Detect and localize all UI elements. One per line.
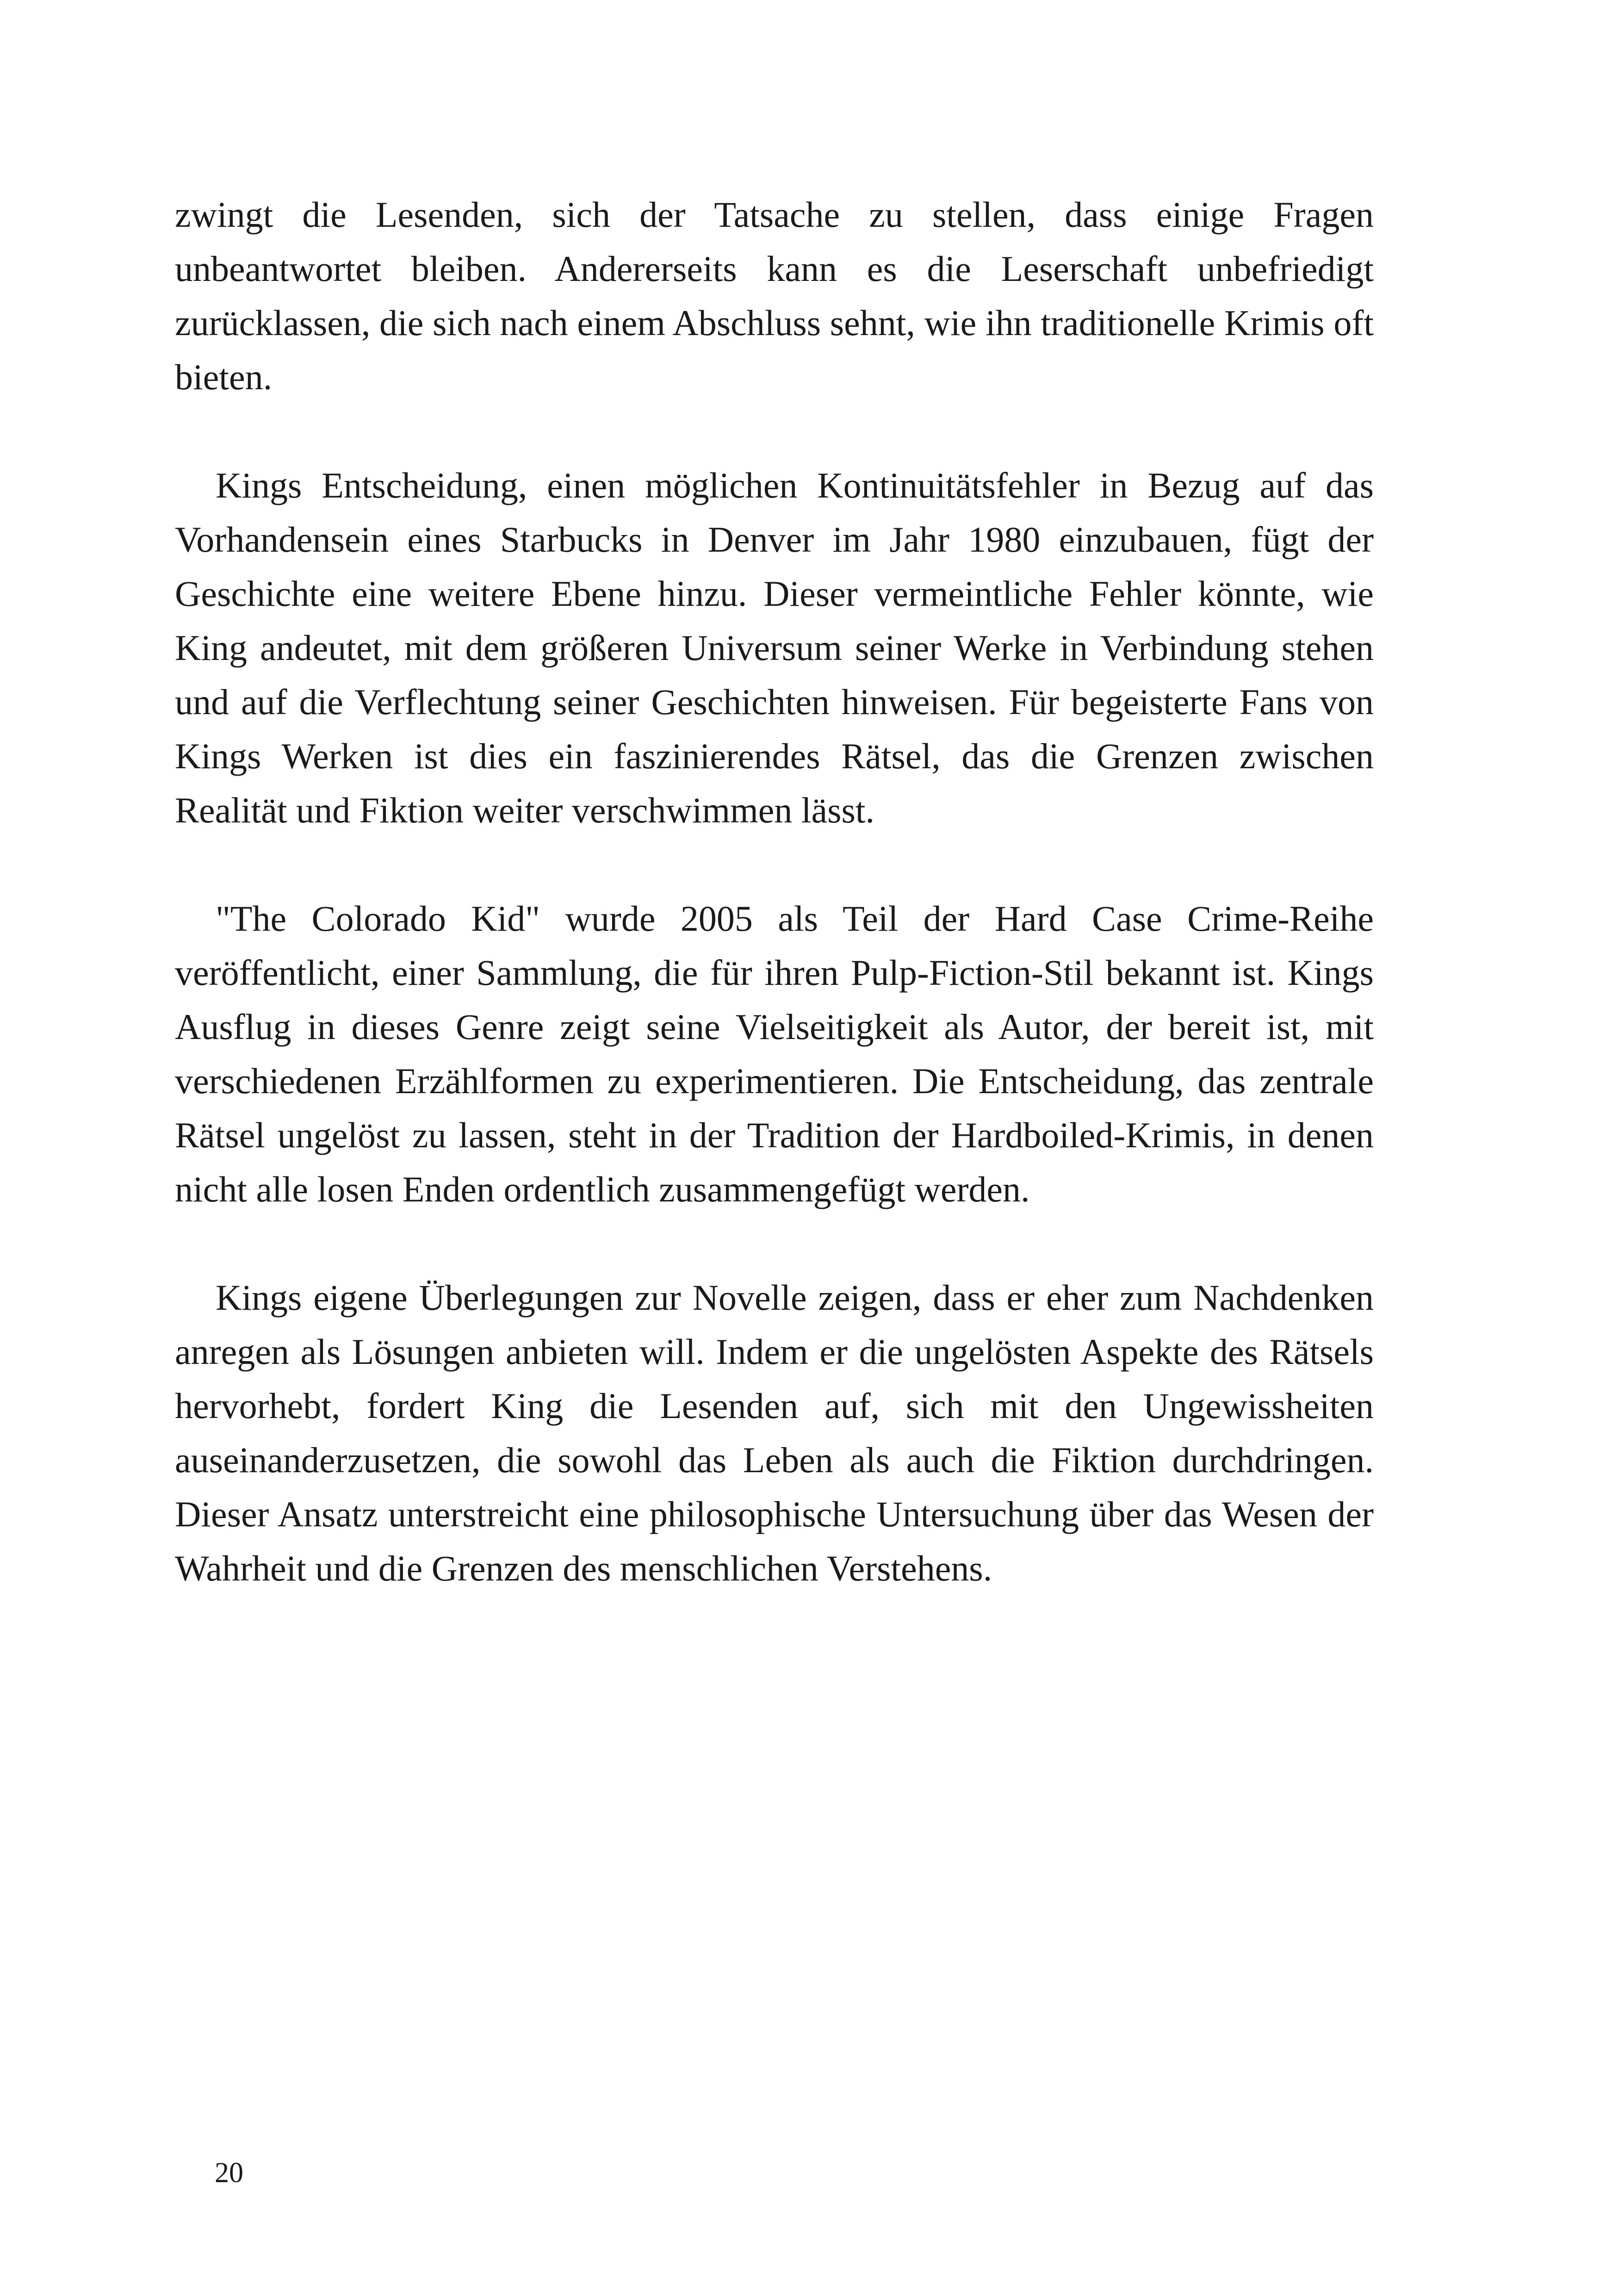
paragraph-kings-reflections: Kings eigene Überlegungen zur Novelle zeigen, dass er eher zum Nachdenken anregen als Lösungen anbieten will. Indem er die ungelösten Aspekte des Rätsels hervorhebt, fordert King die Lesenden auf, sich mit den Ungewissheiten auseinanderzusetzen, die sowohl das Leben als auch die Fiktion durchdringen. Dieser Ansatz unterstreicht eine philosophische Untersuchung über das Wesen der Wahrheit und die Grenzen des menschlichen Verstehens. [175,1277,1374,1588]
paragraph-continuation: zwingt die Lesenden, sich der Tatsache zu stellen, dass einige Fragen unbeantwortet bleiben. Andererseits kann es die Leserschaft unbefriedigt zurücklassen, die sich nach einem Abschluss sehnt, wie ihn traditionelle Krimis oft bieten. [175,194,1374,397]
body-text [175,187,1374,1595]
paragraph-hard-case-crime: "The Colorado Kid" wurde 2005 als Teil der Hard Case Crime-Reihe veröffentlicht, einer Sammlung, die für ihren Pulp-Fiction-Stil bekannt ist. Kings Ausflug in dieses Genre zeigt seine Vielseitigkeit als Autor, der bereit ist, mit verschiedenen Erzählformen zu experimentieren. Die Entscheidung, das zentrale Rätsel ungelöst zu lassen, steht in der Tradition der Hardboiled-Krimis, in denen nicht alle losen Enden ordentlich zusammengefügt werden. [175,898,1374,1209]
page-number: 20 [215,2157,243,2189]
paragraph-starbucks-continuity: Kings Entscheidung, einen möglichen Kontinuitätsfehler in Bezug auf das Vorhandensein eines Starbucks in Denver im Jahr 1980 einzubauen, fügt der Geschichte eine weitere Ebene hinzu. Dieser vermeintliche Fehler könnte, wie King andeutet, mit dem größeren Universum seiner Werke in Verbindung stehen und auf die Verflechtung seiner Geschichten hinweisen. Für begeisterte Fans von Kings Werken ist dies ein faszinierendes Rätsel, das die Grenzen zwischen Realität und Fiktion weiter verschwimmen lässt. [175,465,1374,830]
